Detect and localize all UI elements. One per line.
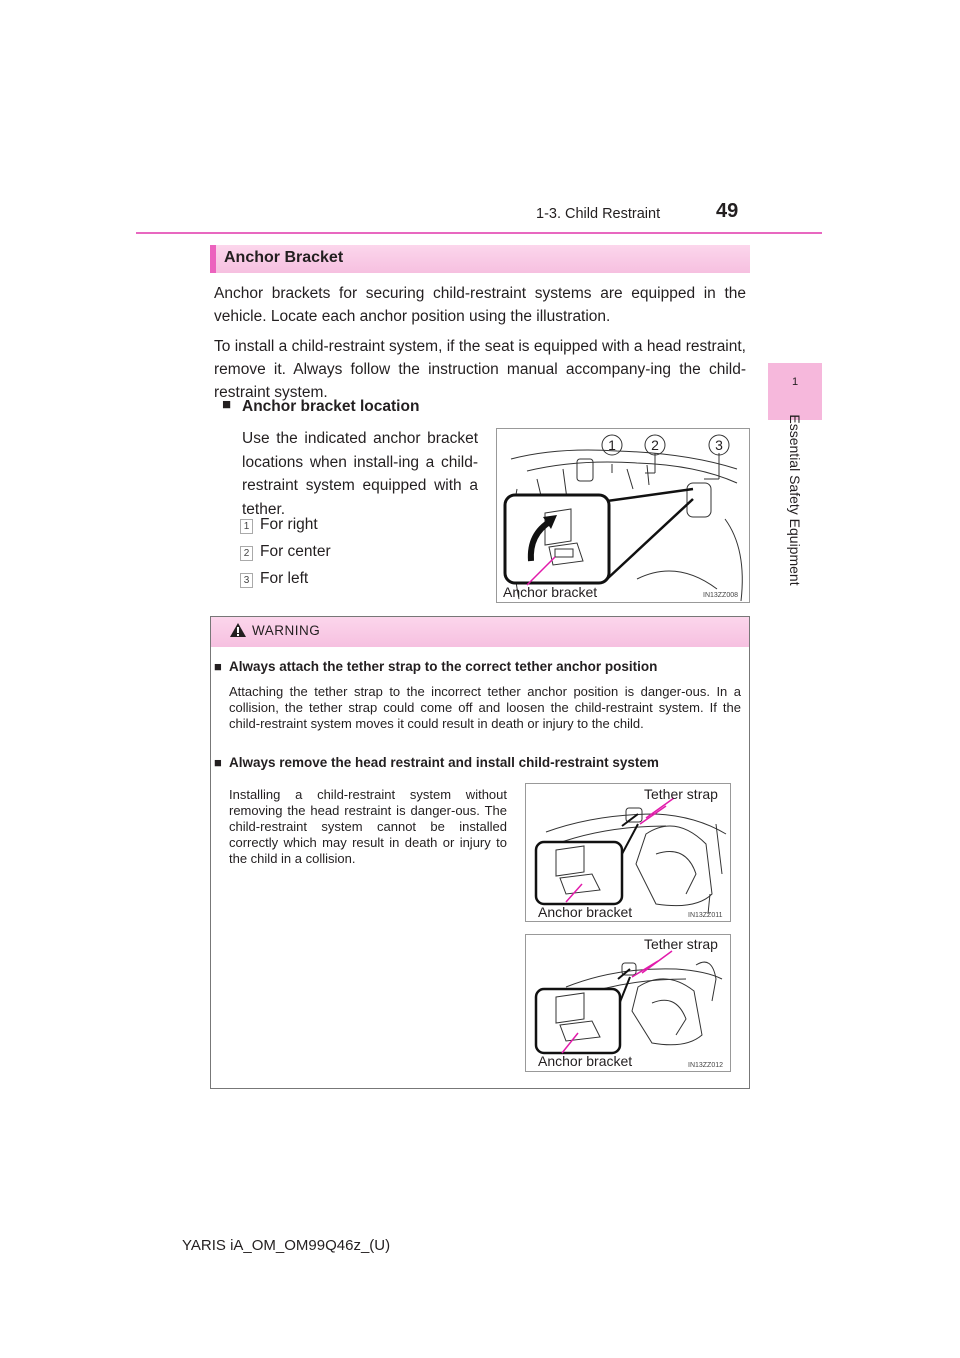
item-number-1: 1 — [240, 519, 253, 534]
figure-code: IN13ZZ012 — [688, 1062, 724, 1069]
header-rule — [136, 232, 822, 234]
install-paragraph: To install a child-restraint system, if the seat is equipped with a head restraint, remove it. Always follow the instruction manual accompany-ing the child-restraint system. — [214, 338, 746, 401]
chapter-tab — [768, 363, 822, 420]
intro-paragraph: Anchor brackets for securing child-restraint systems are equipped in the vehicle. Locate each anchor position using the illustration. — [214, 285, 746, 325]
square-bullet-icon: ■ — [214, 755, 222, 770]
zoom-inset — [536, 989, 620, 1053]
item-label-3: For left — [260, 570, 309, 587]
footer-doc-id: YARIS iA_OM_OM99Q46z_(U) — [182, 1237, 391, 1254]
item-number-2: 2 — [240, 546, 253, 561]
warning-item-2-text: Installing a child-restraint system without removing the head restraint is danger-ous. The child-restraint system cannot be installed correctly which may result in death or injury to the child in a collision. — [229, 787, 507, 866]
child-seat-illustration — [526, 935, 731, 1072]
section-heading: Anchor Bracket — [224, 249, 344, 266]
tether-figure-2 — [525, 934, 731, 1072]
warning-triangle-icon — [229, 622, 247, 638]
callout-number-1: 1 — [608, 437, 616, 453]
item-label-1: For right — [260, 516, 318, 533]
tether-figure-1 — [525, 783, 731, 922]
chapter-tab-number: 1 — [791, 376, 799, 388]
figure-code: IN13ZZ008 — [703, 592, 739, 599]
item-label-2: For center — [260, 543, 331, 560]
chapter-tab-label: Essential Safety Equipment — [787, 414, 803, 586]
warning-item-1-heading: Always attach the tether strap to the correct tether anchor position — [229, 659, 658, 674]
tether-strap-label: Tether strap — [644, 786, 718, 802]
section-title: 1-3. Child Restraint — [536, 206, 661, 222]
item-number-3: 3 — [240, 573, 253, 588]
rear-seat-illustration — [497, 429, 750, 603]
anchor-bracket-label: Anchor bracket — [538, 904, 633, 920]
warning-item-1-text: Attaching the tether strap to the incorrect tether anchor position is danger-ous. In a collision, the tether strap could come off and loosen the child-restraint system. If the child-restraint system moves it could result in death or injury to the child. — [229, 684, 741, 731]
subheading: Anchor bracket location — [242, 398, 420, 415]
anchor-location-figure — [496, 428, 750, 603]
callout-number-2: 2 — [651, 437, 659, 453]
callout-number-3: 3 — [715, 437, 723, 453]
warning-title: WARNING — [252, 623, 321, 638]
page-number: 49 — [716, 200, 739, 222]
zoom-inset — [505, 495, 609, 583]
tether-strap-label: Tether strap — [644, 936, 718, 952]
child-seat-illustration — [526, 784, 731, 922]
anchor-bracket-label: Anchor bracket — [538, 1053, 633, 1069]
square-bullet-icon: ■ — [214, 659, 222, 674]
warning-item-2-heading: Always remove the head restraint and install child-restraint system — [229, 755, 659, 770]
subheading-text: Use the indicated anchor bracket locations when install-ing a child-restraint system equipped with a tether. — [242, 430, 478, 518]
square-bullet-icon: ■ — [222, 396, 232, 413]
figure-code: IN13ZZ011 — [688, 912, 723, 919]
anchor-bracket-label: Anchor bracket — [503, 584, 598, 600]
